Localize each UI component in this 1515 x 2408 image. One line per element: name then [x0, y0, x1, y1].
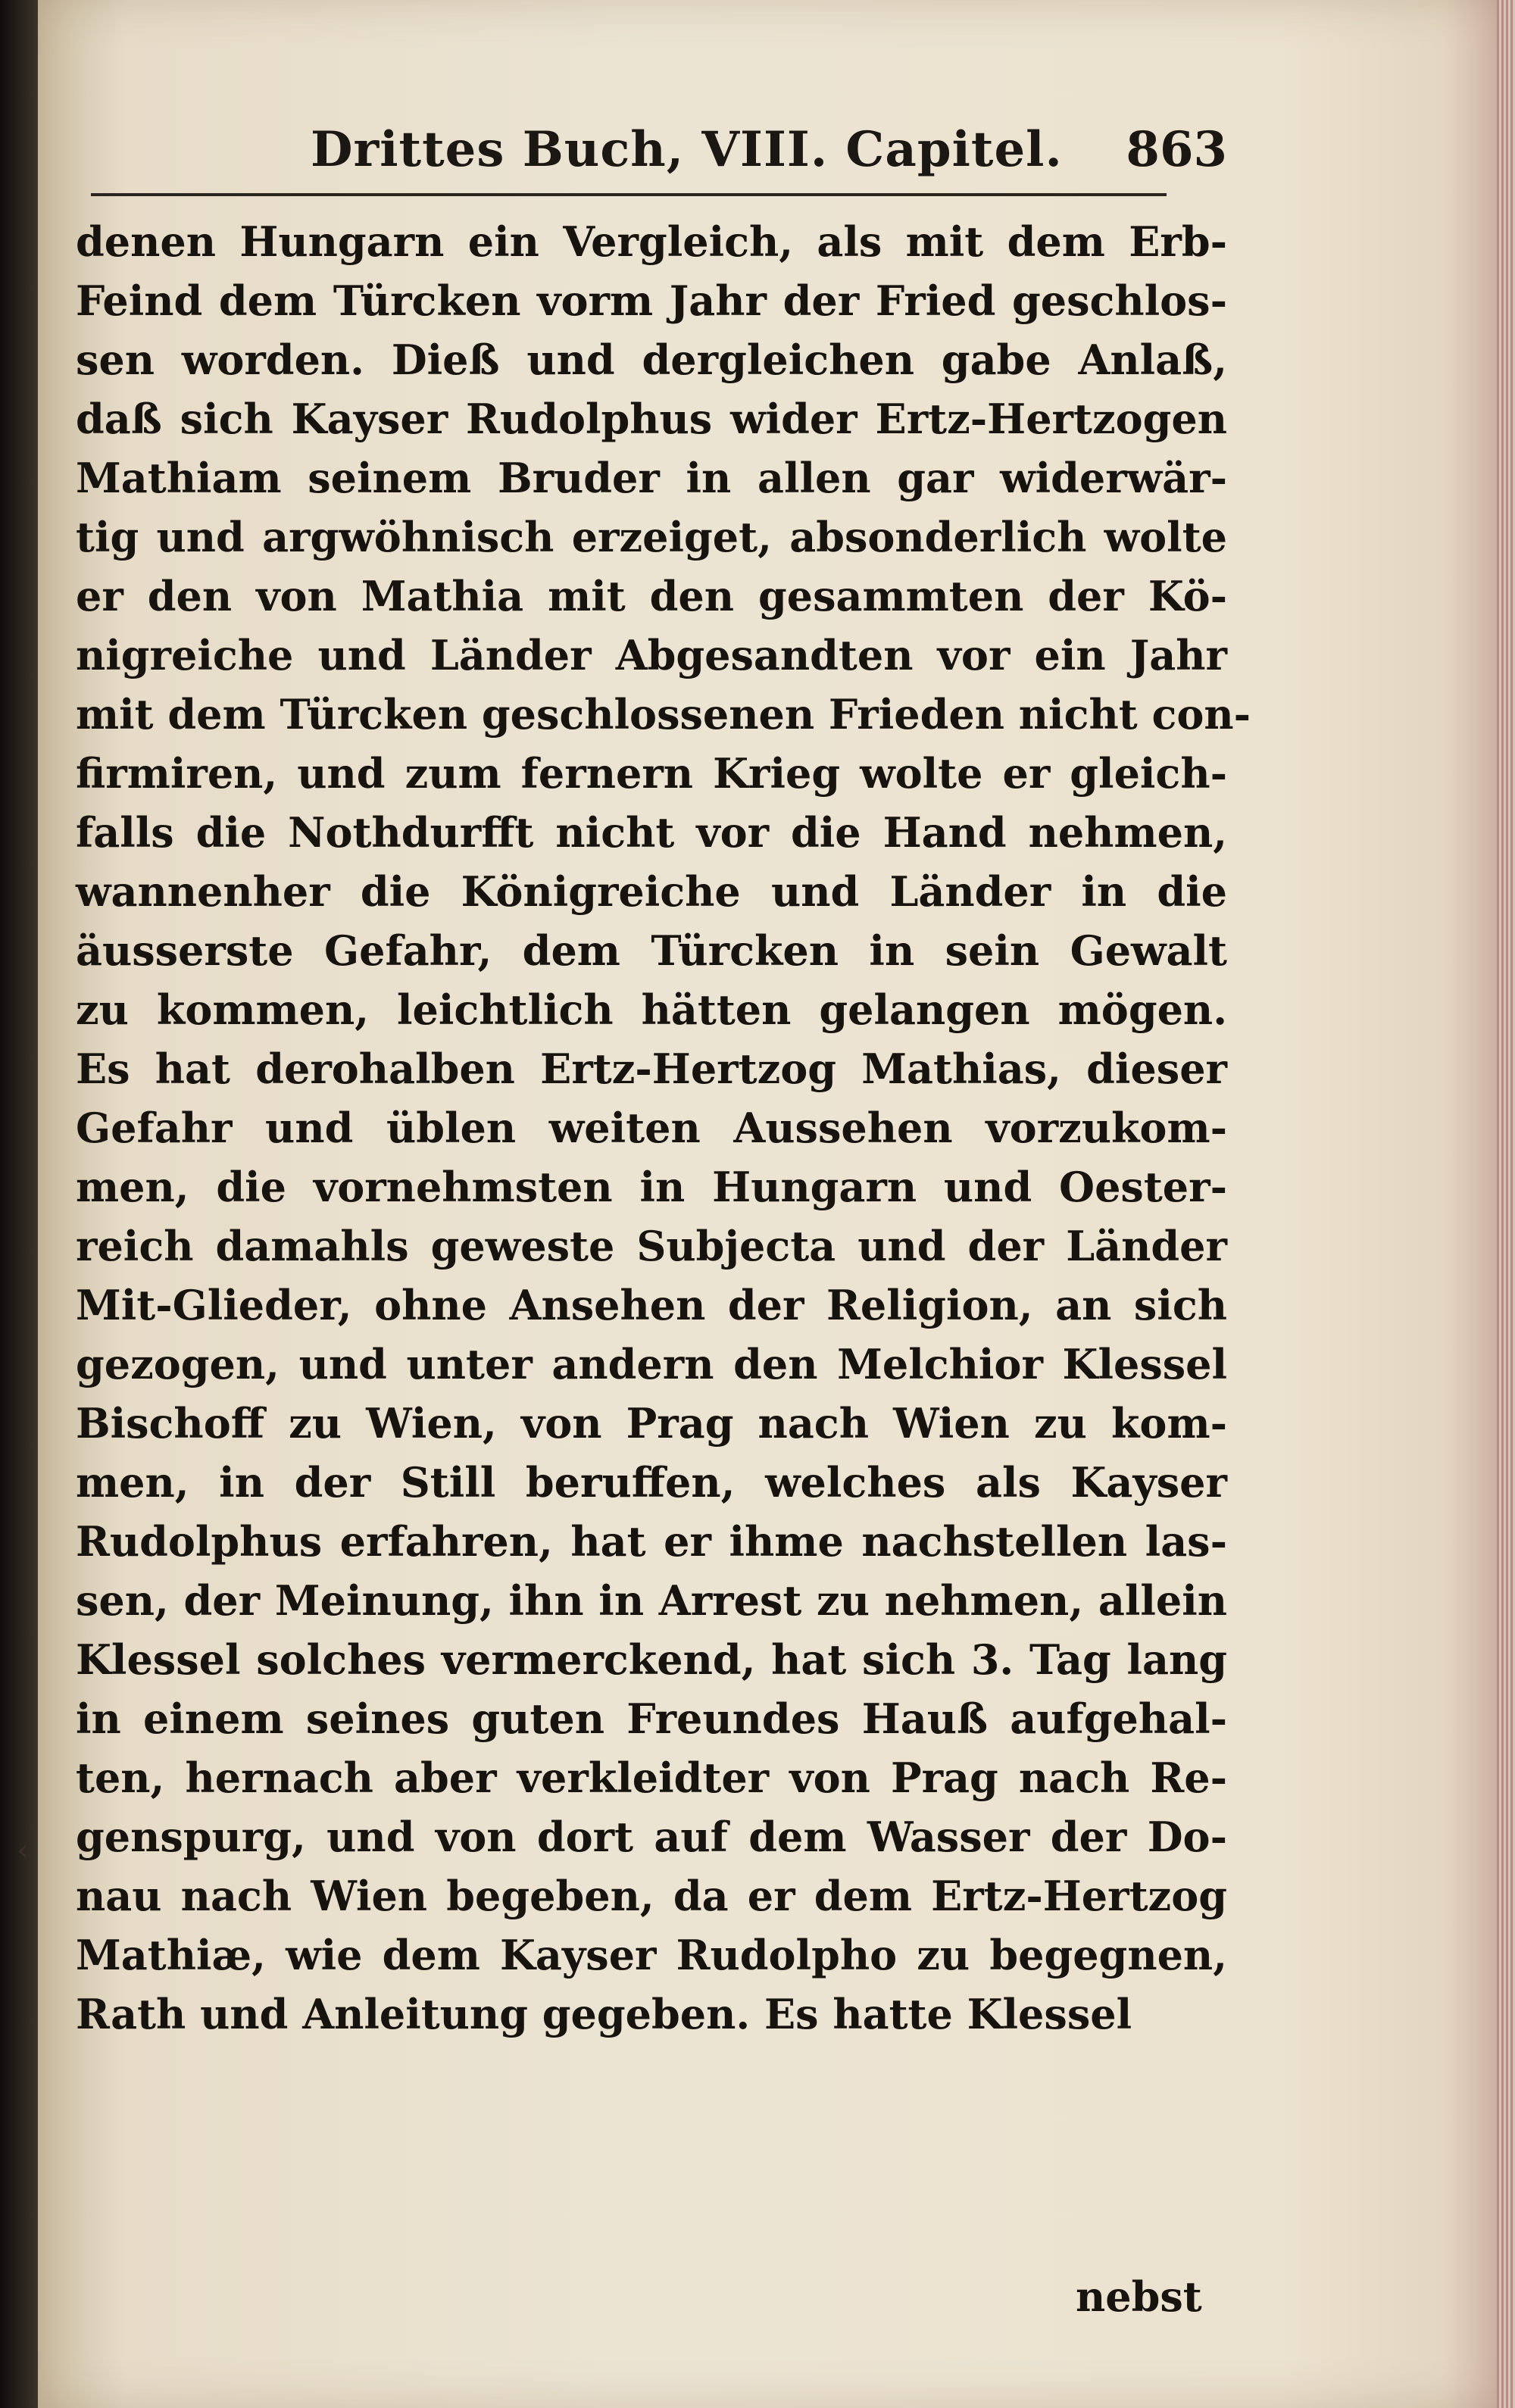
text-line: er den von Mathia mit den gesammten der Kö- [76, 572, 1227, 620]
text-line: reich damahls geweste Subjecta und der Länder [76, 1222, 1227, 1270]
text-line: men, in der Still beruffen, welches als Kayser [76, 1458, 1227, 1507]
body-text [76, 212, 1251, 2044]
text-line: Mit-Glieder, ohne Ansehen der Religion, an sich [76, 1281, 1227, 1329]
text-line: Bischoff zu Wien, von Prag nach Wien zu kom- [76, 1399, 1227, 1448]
running-head [91, 121, 1227, 212]
text-line: ten, hernach aber verkleidter von Prag nach Re- [76, 1754, 1227, 1802]
text-line: Mathiam seinem Bruder in allen gar widerwär- [76, 454, 1227, 502]
text-line: nau nach Wien begeben, da er dem Ertz-Hertzog [76, 1872, 1227, 1920]
text-line: falls die Nothdurfft nicht vor die Hand nehmen, [76, 808, 1227, 857]
text-line: sen worden. Dieß und dergleichen gabe Anlaß, [76, 336, 1227, 384]
page-number: 863 [1126, 121, 1227, 178]
text-line: nigreiche und Länder Abgesandten vor ein Jahr [76, 631, 1227, 679]
text-line: äusserste Gefahr, dem Türcken in sein Gewalt [76, 926, 1227, 975]
text-line: Mathiæ, wie dem Kayser Rudolpho zu begegnen, [76, 1931, 1227, 1979]
text-line: sen, der Meinung, ihn in Arrest zu nehmen, allein [76, 1576, 1227, 1625]
text-line: daß sich Kayser Rudolphus wider Ertz-Hertzogen [76, 395, 1227, 443]
text-line: Es hat derohalben Ertz-Hertzog Mathias, dieser [76, 1045, 1227, 1093]
text-line: men, die vornehmsten in Hungarn und Oester- [76, 1163, 1227, 1211]
text-line: Klessel solches vermerckend, hat sich 3. Tag lang [76, 1635, 1227, 1684]
text-line: genspurg, und von dort auf dem Wasser der Do- [76, 1813, 1227, 1861]
text-line: Rath und Anleitung gegeben. Es hatte Klessel [76, 1990, 1132, 2038]
text-line: denen Hungarn ein Vergleich, als mit dem Erb- [76, 217, 1227, 266]
header-rule [91, 193, 1167, 196]
text-line: mit dem Türcken geschlossenen Frieden nicht con- [76, 690, 1251, 739]
text-line: Gefahr und üblen weiten Aussehen vorzukom- [76, 1104, 1227, 1152]
catchword: nebst [1076, 2272, 1202, 2321]
page-edges [1497, 0, 1515, 2408]
margin-mark: ‹ [17, 1833, 29, 1868]
text-line: gezogen, und unter andern den Melchior Klessel [76, 1340, 1227, 1388]
text-line: tig und argwöhnisch erzeiget, absonderlich wolte [76, 513, 1227, 561]
text-line: zu kommen, leichtlich hätten gelangen mögen. [76, 985, 1227, 1034]
text-line: Rudolphus erfahren, hat er ihme nachstellen las- [76, 1517, 1227, 1566]
text-line: firmiren, und zum fernern Krieg wolte er gleich- [76, 749, 1227, 798]
text-line: wannenher die Königreiche und Länder in die [76, 867, 1227, 916]
text-line: in einem seines guten Freundes Hauß aufgehal- [76, 1694, 1227, 1743]
text-line: Feind dem Türcken vorm Jahr der Fried geschlos- [76, 276, 1227, 325]
chapter-heading: Drittes Buch, VIII. Capitel. [311, 121, 1063, 178]
